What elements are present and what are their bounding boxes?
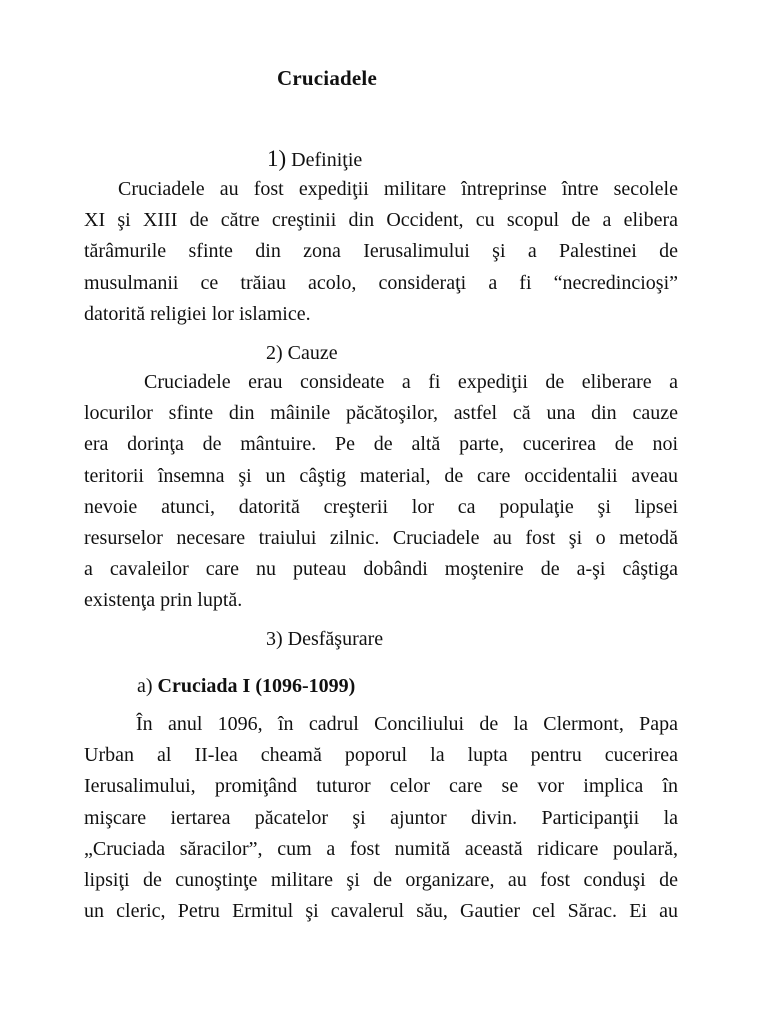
text-line: Ierusalimului, promiţând tuturor celor care se vor implica în [84,775,678,798]
section-heading-cauze: 2) Cauze [266,342,338,364]
paragraph-definitie [84,174,678,330]
subsection-title: Cruciada I (1096-1099) [157,675,356,697]
text-line: Urban al II-lea cheamă poporul la lupta pentru cucerirea [84,744,678,767]
text-line: teritorii însemna şi un câştig material, de care occidentalii aveau [84,464,678,487]
text-line: un cleric, Petru Ermitul şi cavalerul său, Gautier cel Sărac. Ei au [84,900,678,923]
text-line: a cavaleilor care nu puteau dobândi moştenire de a-şi câştiga [84,558,678,581]
section-number: 1) [267,146,287,171]
text-line: În anul 1096, în cadrul Conciliului de la Clermont, Papa [136,713,678,735]
text-line: musulmanii ce trăiau acolo, consideraţi a fi “necredincioşi” [84,271,678,294]
section-heading-desfasurare: 3) Desfăşurare [266,628,384,650]
page-title: Cruciadele [277,66,377,90]
text-line: Cruciadele erau consideate a fi expediţii de eliberare a [144,371,678,393]
subsection-heading-cruciada-1 [137,675,355,698]
paragraph-cruciada-1 [84,709,678,927]
text-line: Cruciadele au fost expediţii militare întreprinse între secolele [118,178,678,200]
text-line: XI şi XIII de către creştinii din Occident, cu scopul de a elibera [84,209,678,232]
text-line: existenţa prin luptă. [84,589,243,612]
text-line: locurilor sfinte din mâinile păcătoşilor, astfel că una din cauze [84,402,678,425]
subsection-prefix: a) [137,675,153,697]
section-heading-definitie [267,146,362,172]
text-line: mişcare iertarea păcatelor şi ajuntor divin. Participanţii la [84,806,678,829]
text-line: tărâmurile sfinte din zona Ierusalimului şi a Palestinei de [84,240,678,263]
text-line: era dorinţa de mântuire. Pe de altă parte, cucerirea de noi [84,433,678,456]
section-heading-text: Definiţie [291,149,363,171]
paragraph-cauze [84,367,678,617]
text-line: datorită religiei lor islamice. [84,302,311,325]
text-line: resurselor necesare traiului zilnic. Cruciadele au fost şi o metodă [84,527,678,550]
text-line: nevoie atunci, datorită creşterii lor ca populaţie şi lipsei [84,495,678,518]
text-line: lipsiţi de cunoştinţe militare şi de organizare, au fost conduşi de [84,869,678,892]
text-line: „Cruciada săracilor”, cum a fost numită această ridicare poulară, [84,837,678,860]
